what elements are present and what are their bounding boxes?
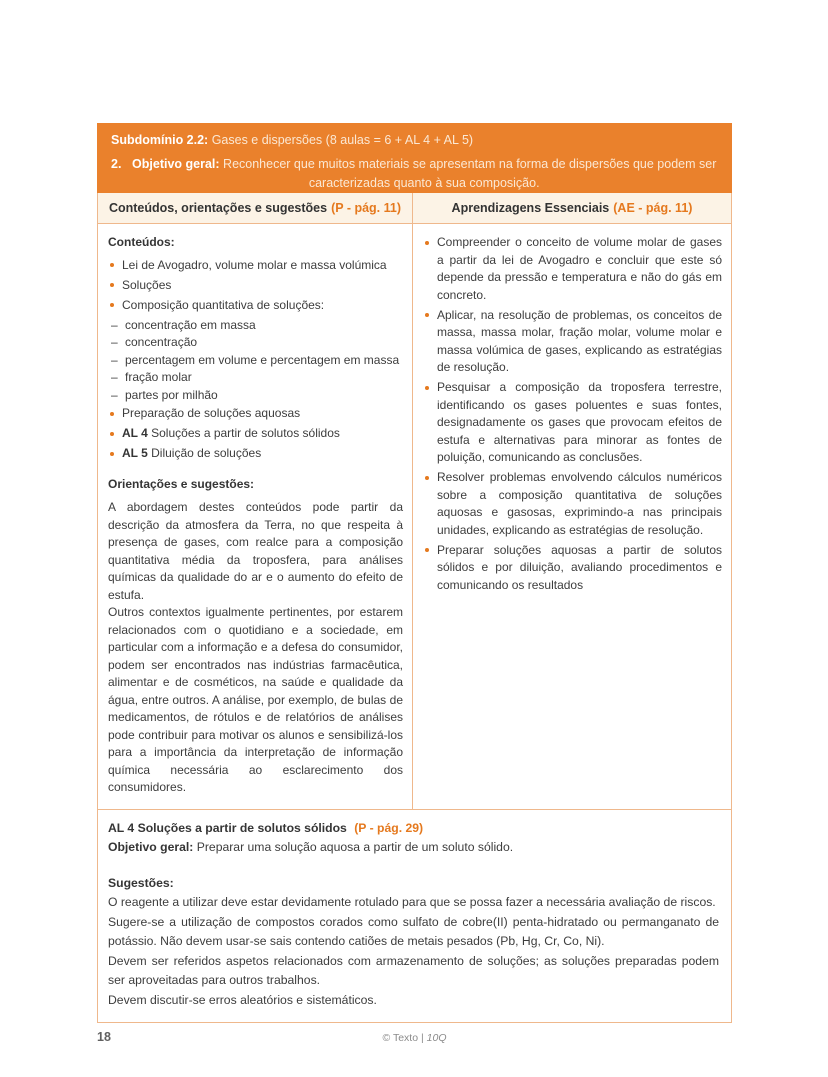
dash-marker: – xyxy=(111,387,118,402)
bullet-item xyxy=(423,379,722,467)
bullet-dot-icon xyxy=(110,283,114,287)
bullet-text-body: Soluções a partir de solutos sólidos xyxy=(151,426,340,440)
subdomain-text: Gases e dispersões (8 aulas = 6 + AL 4 + AL 5) xyxy=(208,133,474,147)
footer-copyright xyxy=(97,1030,732,1044)
sub-item-text: percentagem em volume e percentagem em massa xyxy=(125,352,400,367)
bullet-dot-icon xyxy=(425,476,429,480)
al4-objective-text: Preparar uma solução aquosa a partir de um soluto sólido. xyxy=(193,840,514,854)
column-header-essentials-ref: (AE - pág. 11) xyxy=(613,201,693,215)
suggestions-heading: Sugestões: xyxy=(108,875,174,890)
sub-item-text: fração molar xyxy=(125,370,192,384)
footer-copyright-text: © Texto | xyxy=(382,1032,424,1044)
bullet-text: Pesquisar a composição da troposfera terrestre, identificando os gases poluentes e suas fontes, designadamente os gases que provocam efeitos de estufa e alternativas para minorar as fontes de poluição, comunicando as conclusões. xyxy=(437,380,722,464)
sub-item-text: concentração xyxy=(125,335,198,349)
bullet-text: Preparar soluções aquosas a partir de solutos sólidos e por diluição, avaliando procedimentos e comunicando os resultados xyxy=(437,542,722,592)
bullet-text: Lei de Avogadro, volume molar e massa volúmica xyxy=(122,257,387,272)
sub-item-text: concentração em massa xyxy=(125,317,256,332)
footer-page-number: 18 xyxy=(97,1030,111,1044)
subdomain-label: Subdomínio 2.2: xyxy=(111,133,209,147)
suggestion-paragraph: Sugere-se a utilização de compostos corados como sulfato de cobre(II) penta-hidratado ou permanganato de potássio. Não devem usar-se sais contendo catiões de metais pesados (Pb, Hg, Cr, Co, Ni). xyxy=(108,914,719,948)
bullet-dot-icon xyxy=(110,303,114,307)
column-header-essentials-title: Aprendizagens Essenciais xyxy=(451,201,610,215)
bullet-text xyxy=(122,445,261,463)
sub-item xyxy=(111,387,403,405)
sub-item xyxy=(111,334,403,352)
al4-title xyxy=(108,819,719,839)
bullet-prefix: AL 5 xyxy=(122,446,152,460)
guidance-paragraph: Outros contextos igualmente pertinentes, por estarem relacionados com o quotidiano e a sociedade, em particular com a informação e a defesa do consumidor, podem ser encontrados nas indústrias farmacêutica, alimentar e de cosméticos, na saúde e qualidade da água, entre outros. A análise, por exemplo, de bulas de medicamentos, de rótulos e de relatórios de análises pode contribuir para motivar os alunos e sensibilizá-los para a importância da interpretação de informação química necessária ao esclarecimento dos consumidores. xyxy=(108,605,403,794)
bullet-text: Composição quantitativa de soluções: xyxy=(122,297,325,312)
column-header-essentials xyxy=(413,193,731,223)
bullet-prefix: AL 4 xyxy=(122,426,152,440)
sub-item-text: partes por milhão xyxy=(125,387,218,402)
essentials-bullet-list xyxy=(423,234,722,594)
sub-item xyxy=(111,369,403,387)
curriculum-table xyxy=(97,193,732,1023)
bullet-text: Soluções xyxy=(122,277,172,292)
contents-heading: Conteúdos: xyxy=(108,235,175,249)
dash-marker: – xyxy=(111,352,118,367)
guidance-heading: Orientações e sugestões: xyxy=(108,476,255,491)
objective-number: 2. xyxy=(111,157,122,171)
suggestion-paragraph: Devem ser referidos aspetos relacionados com armazenamento de soluções; as soluções preparadas podem ser aproveitadas para outros trabalhos. xyxy=(108,953,719,987)
contents-column xyxy=(98,224,413,809)
al4-objective-label: Objetivo geral: xyxy=(108,840,194,854)
footer-book-title: 10Q xyxy=(426,1032,447,1044)
bullet-item xyxy=(108,405,403,423)
bullet-item xyxy=(423,307,722,377)
table-body-row xyxy=(98,224,731,809)
bullet-dot-icon xyxy=(425,313,429,317)
objective-body xyxy=(130,155,718,193)
bullet-dot-icon xyxy=(110,452,114,456)
bullet-item xyxy=(423,234,722,304)
essentials-column xyxy=(413,224,731,809)
bullet-text-body: Diluição de soluções xyxy=(151,446,262,460)
page-footer xyxy=(97,1030,732,1044)
column-header-contents-ref: (P - pág. 11) xyxy=(331,201,402,215)
contents-sublist xyxy=(111,317,403,405)
bullet-dot-icon xyxy=(110,412,114,416)
objective-label: Objetivo geral: xyxy=(132,157,220,171)
bullet-item xyxy=(108,257,403,275)
bullet-dot-icon xyxy=(425,241,429,245)
bullet-item xyxy=(108,297,403,315)
dash-marker: – xyxy=(111,335,118,349)
bullet-item xyxy=(108,445,403,463)
table-header-row xyxy=(98,193,731,224)
bullet-dot-icon xyxy=(425,386,429,390)
sub-item xyxy=(111,352,403,370)
bullet-sublist-wrapper xyxy=(108,317,403,405)
page-content xyxy=(97,123,732,1023)
suggestion-paragraph: O reagente a utilizar deve estar devidamente rotulado para que se possa fazer a necessária avaliação de riscos. xyxy=(108,895,716,909)
bullet-text: Aplicar, na resolução de problemas, os conceitos de massa, massa molar, fração molar, volume molar e massa volúmica de gases, explicando as estratégias de resolução. xyxy=(437,307,722,374)
bullet-item xyxy=(423,542,722,595)
al4-page-ref: (P - pág. 29) xyxy=(354,820,424,835)
column-header-contents-title: Conteúdos, orientações e sugestões xyxy=(108,201,328,215)
sub-item xyxy=(111,317,403,335)
bullet-dot-icon xyxy=(425,548,429,552)
dash-marker: – xyxy=(111,370,118,384)
al4-title-text: AL 4 Soluções a partir de solutos sólidos xyxy=(108,820,347,835)
subdomain-banner xyxy=(97,123,732,193)
column-header-contents xyxy=(98,193,413,223)
dash-marker: – xyxy=(111,317,118,332)
subdomain-line xyxy=(111,131,718,150)
guidance-paragraph: A abordagem destes conteúdos pode partir da descrição da atmosfera da Terra, no que respeita à presença de gases, com realce para a composição quantitativa média da troposfera, para análises químicas da qualidade do ar e o aumento do efeito de estufa. xyxy=(108,500,403,602)
bullet-dot-icon xyxy=(110,263,114,267)
objective-text: Reconhecer que muitos materiais se apresentam na forma de dispersões que podem ser caracterizadas quanto à sua composição. xyxy=(219,157,717,190)
bullet-item xyxy=(423,469,722,539)
suggestion-paragraph: Devem discutir-se erros aleatórios e sistemáticos. xyxy=(108,992,377,1007)
bullet-text: Resolver problemas envolvendo cálculos numéricos sobre a composição quantitativa de soluções aquosas e gasosas, exprimindo-a nas principais unidades, explicando as estratégias de resolução. xyxy=(437,470,722,537)
objective-line xyxy=(111,155,718,193)
bullet-text xyxy=(122,425,340,443)
contents-bullet-list xyxy=(108,257,403,463)
al4-section xyxy=(98,809,731,1023)
al4-objective xyxy=(108,838,719,858)
bullet-item xyxy=(108,425,403,443)
bullet-text: Compreender o conceito de volume molar de gases a partir da lei de Avogadro e concluir que este só depende da pressão e temperatura e não do gás em concreto. xyxy=(437,235,722,302)
bullet-dot-icon xyxy=(110,432,114,436)
bullet-text: Preparação de soluções aquosas xyxy=(122,406,301,420)
bullet-item xyxy=(108,277,403,295)
